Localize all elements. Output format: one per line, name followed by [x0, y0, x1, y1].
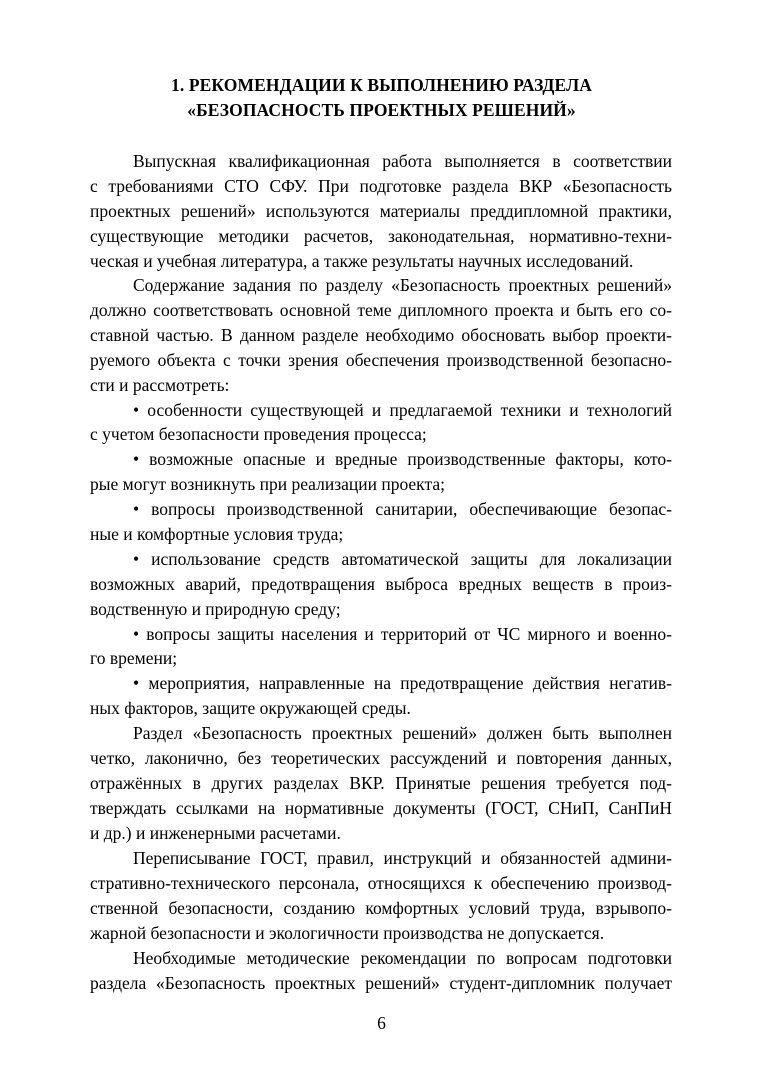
text-line: отражённых в других разделах ВКР. Принятые решения требуется под-	[90, 773, 672, 793]
text-line: Раздел «Безопасность проектных решений» должен быть выполнен	[133, 723, 672, 743]
section-heading-line-2: «БЕЗОПАСНОСТЬ ПРОЕКТНЫХ РЕШЕНИЙ»	[187, 100, 576, 120]
text-line: тверждать ссылками на нормативные документы (ГОСТ, СНиП, СанПиН	[90, 798, 672, 818]
text-line: четко, лаконично, без теоретических рассуждений и повторения данных,	[90, 748, 672, 768]
text-line: должно соответствовать основной теме дипломного проекта и быть его со-	[90, 300, 672, 320]
text-line: ставной частью. В данном разделе необходимо обосновать выбор проекти-	[90, 325, 672, 345]
text-line: существующие методики расчетов, законодательная, нормативно-техни-	[90, 226, 672, 246]
page-number: 6	[377, 1013, 386, 1033]
text-line: руемого объекта с точки зрения обеспечения производственной безопасно-	[90, 350, 672, 370]
list-item-line: го времени;	[90, 648, 178, 668]
text-line: Необходимые методические рекомендации по вопросам подготовки	[133, 948, 672, 968]
text-line: стративно-технического персонала, относящихся к обеспечению производ-	[90, 873, 672, 893]
list-item-line: ных факторов, защите окружающей среды.	[90, 698, 411, 718]
text-line: ственной безопасности, созданию комфортных условий труда, взрывопо-	[90, 898, 672, 918]
text-line: жарной безопасности и экологичности производства не допускается.	[90, 923, 605, 943]
list-item-line: • вопросы производственной санитарии, обеспечивающие безопас-	[133, 499, 672, 519]
list-item-line: водственную и природную среду;	[90, 599, 341, 619]
list-item-line: • возможные опасные и вредные производственные факторы, кото-	[133, 449, 672, 469]
text-line: и др.) и инженерными расчетами.	[90, 823, 341, 843]
list-item-line: • особенности существующей и предлагаемой техники и технологий	[133, 400, 672, 420]
text-line: с требованиями СТО СФУ. При подготовке раздела ВКР «Безопасность	[90, 176, 672, 196]
list-item-line: ные и комфортные условия труда;	[90, 524, 344, 544]
list-item-line: с учетом безопасности проведения процесса;	[90, 424, 427, 444]
text-line: Выпускная квалификационная работа выполняется в соответствии	[133, 151, 672, 171]
text-line: раздела «Безопасность проектных решений» студент-дипломник получает	[90, 973, 672, 993]
list-item-line: • вопросы защиты населения и территорий от ЧС мирного и военно-	[133, 624, 672, 644]
text-line: Содержание задания по разделу «Безопасность проектных решений»	[133, 275, 672, 295]
text-line: проектных решений» используются материалы преддипломной практики,	[90, 201, 672, 221]
text-line: ческая и учебная литература, а также результаты научных исследований.	[90, 251, 634, 271]
list-item-line: рые могут возникнуть при реализации проекта;	[90, 474, 445, 494]
text-line: Переписывание ГОСТ, правил, инструкций и обязанностей админи-	[133, 848, 672, 868]
list-item-line: • использование средств автоматической защиты для локализации	[133, 549, 672, 569]
list-item-line: возможных аварий, предотвращения выброса вредных веществ в произ-	[90, 574, 672, 594]
section-heading-line-1: 1. РЕКОМЕНДАЦИИ К ВЫПОЛНЕНИЮ РАЗДЕЛА	[171, 75, 592, 95]
text-line: сти и рассмотреть:	[90, 375, 230, 395]
list-item-line: • мероприятия, направленные на предотвращение действия негатив-	[133, 673, 672, 693]
